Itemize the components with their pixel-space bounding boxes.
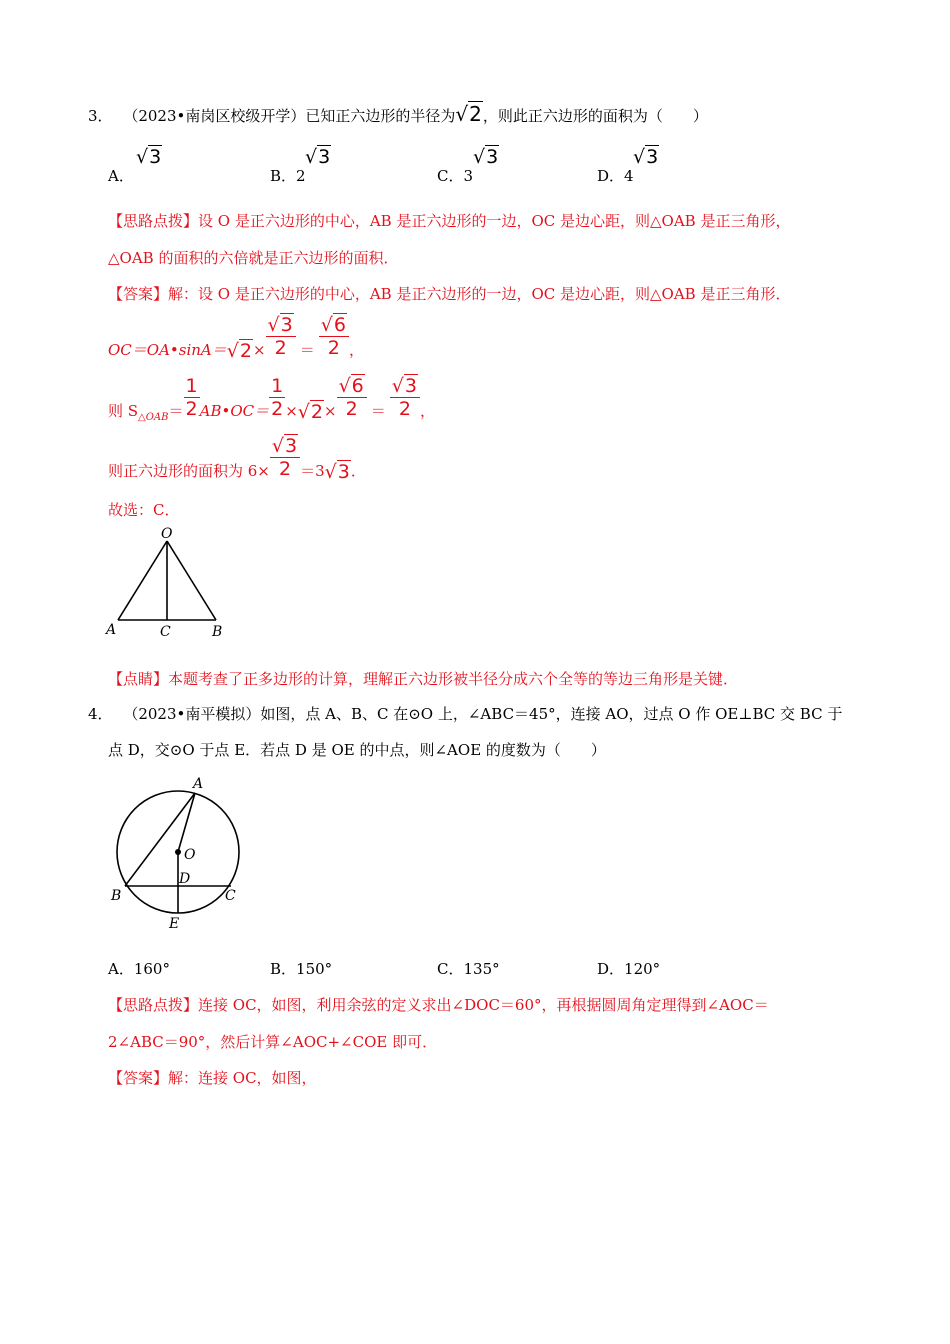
q3-calc-line1: OC＝OA•sinA＝ √2 × $\frac{√3}{2}$ ＝ $\frac{√6}{2}$ ， bbox=[108, 314, 364, 362]
sqrt-radical: √2 bbox=[455, 102, 482, 126]
q3-stem-b: ，则此正六边形的面积为（ ） bbox=[482, 107, 708, 125]
label-c: C bbox=[225, 888, 236, 904]
q3-option-d-radical: √3 bbox=[633, 146, 659, 168]
q3-option-a[interactable]: A． bbox=[108, 167, 134, 185]
q3-number: 3． bbox=[88, 107, 113, 125]
q4-answer: 【答案】解：连接 OC，如图， bbox=[108, 1069, 317, 1087]
q3-hint-line2: △OAB 的面积的六倍就是正六边形的面积． bbox=[108, 249, 399, 267]
label-a: A bbox=[193, 776, 204, 792]
fraction: $\frac{√3}{2}$ bbox=[390, 375, 420, 420]
q4-option-a[interactable]: A．160° bbox=[108, 960, 170, 978]
q3-option-c-radical: √3 bbox=[473, 146, 499, 168]
q3-final-choice: 故选：C． bbox=[108, 501, 180, 519]
q4-hint-line2: 2∠ABC＝90°，然后计算∠AOC+∠COE 即可． bbox=[108, 1033, 438, 1051]
segment-ao bbox=[178, 793, 195, 852]
q3-calc-line3: 则正六边形的面积为 6× $\frac{√3}{2}$ ＝3 √3 ． bbox=[108, 435, 366, 483]
q3-stem-a: 已知正六边形的半径为 bbox=[305, 107, 456, 125]
q4-number: 4． bbox=[88, 705, 113, 723]
fraction: $\frac{√6}{2}$ bbox=[337, 375, 367, 420]
q3-option-b-radical: √3 bbox=[305, 146, 331, 168]
label-c: C bbox=[160, 624, 171, 640]
hint-tag: 【思路点拨】 bbox=[108, 996, 199, 1014]
q4-option-c[interactable]: C．135° bbox=[437, 960, 500, 978]
triangle-figure bbox=[100, 525, 240, 643]
q4-stem-line2: 点 D，交⊙O 于点 E．若点 D 是 OE 的中点，则∠AOE 的度数为（ ） bbox=[108, 741, 606, 759]
q3-calc-line2: 则 S △OAB ＝ $\frac{1}{2}$ AB•OC＝ $\frac{1}{2}$ × √2 × $\frac{√6}{2}$ ＝ $\frac{√3}{2}$ ， bbox=[108, 375, 435, 423]
label-b: B bbox=[111, 888, 122, 904]
side-ob bbox=[167, 541, 216, 620]
q4-option-d[interactable]: D．120° bbox=[597, 960, 661, 978]
q3-point: 【点睛】本题考查了正多边形的计算，理解正六边形被半径分成六个全等的等边三角形是关键． bbox=[108, 670, 739, 688]
q3-hint: 【思路点拨】设 O 是正六边形的中心，AB 是正六边形的一边，OC 是边心距，则△OAB 是正三角形， bbox=[108, 212, 791, 230]
fraction: $\frac{1}{2}$ bbox=[185, 375, 198, 420]
circle-figure bbox=[100, 770, 250, 932]
q3-answer: 【答案】解：设 O 是正六边形的中心，AB 是正六边形的一边，OC 是边心距，则△OAB 是正三角形． bbox=[108, 285, 791, 303]
label-e: E bbox=[169, 916, 180, 932]
q3-option-a-radical: √3 bbox=[136, 146, 162, 168]
center-dot bbox=[175, 849, 181, 855]
label-o: O bbox=[161, 526, 173, 542]
q3-option-d[interactable]: D．4 bbox=[597, 167, 634, 185]
hint-tag: 【思路点拨】 bbox=[108, 212, 199, 230]
q3-option-c[interactable]: C．3 bbox=[437, 167, 474, 185]
q4-hint: 【思路点拨】连接 OC，如图，利用余弦的定义求出∠DOC＝60°，再根据圆周角定理得到∠AOC＝ bbox=[108, 996, 769, 1014]
fraction: $\frac{√3}{2}$ bbox=[270, 435, 300, 480]
label-d: D bbox=[179, 871, 191, 887]
fraction: $\frac{1}{2}$ bbox=[271, 375, 284, 420]
q4-option-b[interactable]: B．150° bbox=[270, 960, 333, 978]
label-o: O bbox=[184, 847, 196, 863]
q3-source: （2023•南岗区校级开学） bbox=[123, 107, 306, 125]
fraction: $\frac{√3}{2}$ bbox=[266, 314, 296, 359]
side-oa bbox=[118, 541, 167, 620]
q4-stem: 4． （2023•南平模拟）如图，点 A、B、C 在⊙O 上，∠ABC＝45°，连接 AO，过点 O 作 OE⊥BC 交 BC 于 bbox=[88, 705, 843, 723]
answer-tag: 【答案】 bbox=[108, 1069, 169, 1087]
answer-tag: 【答案】 bbox=[108, 285, 169, 303]
q4-source: （2023•南平模拟） bbox=[123, 705, 261, 723]
q3-stem bbox=[88, 104, 708, 126]
label-a: A bbox=[106, 622, 117, 638]
q3-option-b[interactable]: B．2 bbox=[270, 167, 306, 185]
fraction: $\frac{√6}{2}$ bbox=[319, 314, 349, 359]
label-b: B bbox=[212, 624, 223, 640]
point-tag: 【点睛】 bbox=[108, 670, 169, 688]
